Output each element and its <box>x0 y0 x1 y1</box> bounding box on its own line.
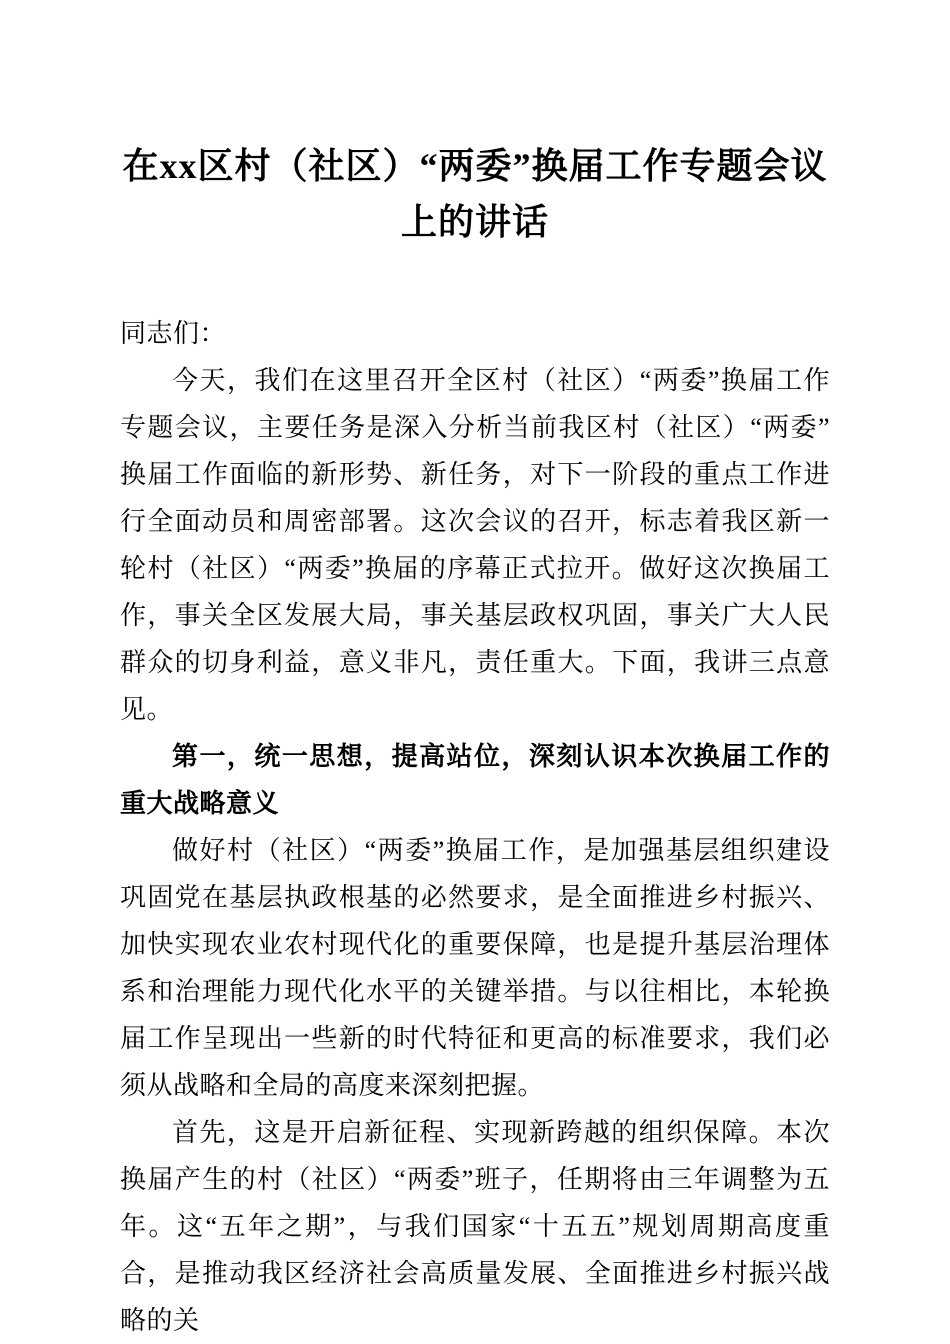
document-title: 在xx区村（社区）“两委”换届工作专题会议上的讲话 <box>122 146 828 242</box>
paragraph-salutation: 同志们： <box>120 319 227 348</box>
document-body <box>120 310 830 1344</box>
paragraph-section-heading: 第一，统一思想，提高站位，深刻认识本次换届工作的重大战略意义 <box>120 742 830 818</box>
paragraph-body-1: 做好村（社区）“两委”换届工作，是加强基层组织建设巩固党在基层执政根基的必然要求，是全面推进乡村振兴、加快实现农业农村现代化的重要保障，也是提升基层治理体系和治理能力现代化水平的关键举措。与以往相比，本轮换届工作呈现出一些新的时代特征和更高的标准要求，我们必须从战略和全局的高度来深刻把握。 <box>120 836 830 1100</box>
paragraph-intro: 今天，我们在这里召开全区村（社区）“两委”换届工作专题会议，主要任务是深入分析当前我区村（社区）“两委”换届工作面临的新形势、新任务，对下一阶段的重点工作进行全面动员和周密部署。这次会议的召开，标志着我区新一轮村（社区）“两委”换届的序幕正式拉开。做好这次换届工作，事关全区发展大局，事关基层政权巩固，事关广大人民群众的切身利益，意义非凡，责任重大。下面，我讲三点意见。 <box>120 366 830 724</box>
paragraph-body-2: 首先，这是开启新征程、实现新跨越的组织保障。本次换届产生的村（社区）“两委”班子，任期将由三年调整为五年。这“五年之期”，与我们国家“十五五”规划周期高度重合，是推动我区经济社会高质量发展、全面推进乡村振兴战略的关 <box>120 1118 830 1335</box>
